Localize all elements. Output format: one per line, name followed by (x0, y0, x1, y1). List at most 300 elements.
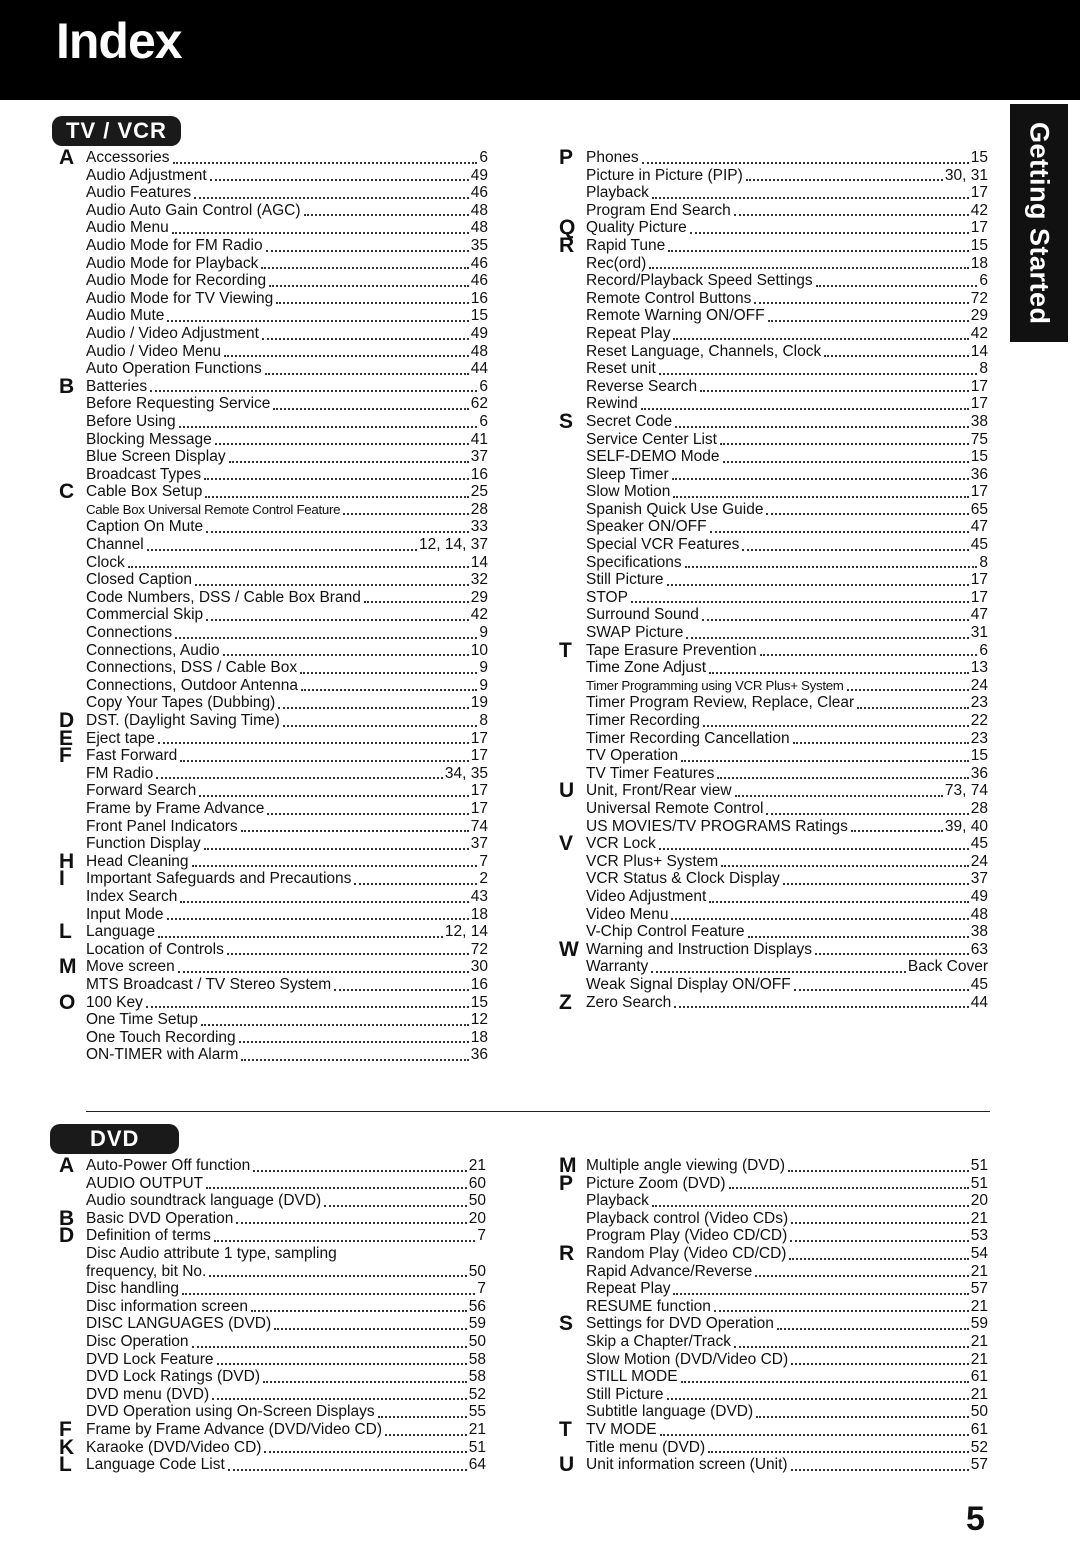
index-page-reference: 10 (470, 641, 488, 659)
index-entry (86, 237, 488, 255)
index-page-reference: 63 (970, 940, 988, 958)
index-entry-label: Language (86, 923, 155, 941)
index-page-reference: 34, 35 (444, 764, 488, 782)
dot-leader (700, 390, 969, 392)
index-entry (86, 659, 488, 677)
index-entry-label: Reset Language, Channels, Clock (586, 342, 822, 360)
index-entry-label: Disc Audio attribute 1 type, sampling (86, 1244, 337, 1262)
dot-leader (253, 1170, 466, 1172)
index-entry (586, 483, 988, 501)
index-page-reference: 45 (970, 536, 988, 554)
dot-leader (273, 408, 468, 410)
dot-leader (251, 1310, 467, 1312)
index-entry-label: Tape Erasure Prevention (586, 641, 757, 659)
dot-leader (754, 302, 968, 304)
index-page-reference: 16 (470, 975, 488, 993)
dot-leader (212, 1398, 467, 1400)
index-entry-label: Audio Mute (86, 307, 165, 325)
index-page-reference: 18 (970, 254, 988, 272)
index-entry (586, 1368, 988, 1386)
dot-leader (702, 619, 969, 621)
index-page-reference: 21 (468, 1157, 486, 1174)
index-letter: W (559, 937, 579, 961)
index-entry-label: Forward Search (86, 782, 197, 800)
index-entry-label: Caption On Mute (86, 518, 204, 536)
index-entry (86, 1403, 486, 1421)
index-entry-label: Subtitle language (DVD) (586, 1403, 754, 1421)
index-entry (86, 413, 488, 431)
dot-leader (674, 1006, 968, 1008)
dot-leader (274, 1328, 467, 1330)
index-entry-label: RESUME function (586, 1297, 711, 1315)
section-divider (86, 1111, 990, 1112)
index-entry-label: Clock (86, 553, 125, 571)
index-letter: K (59, 1435, 75, 1459)
index-page-reference: 17 (470, 799, 488, 817)
index-entry-label: Audio Mode for TV Viewing (86, 289, 274, 307)
index-entry-label: One Touch Recording (86, 1028, 236, 1046)
index-entry-label: Unit, Front/Rear view (586, 782, 732, 800)
index-entry (586, 712, 988, 730)
index-page-reference: 48 (970, 905, 988, 923)
index-entry-label: Picture in Picture (PIP) (586, 166, 743, 184)
index-page-reference: 20 (970, 1192, 988, 1210)
dot-leader (721, 865, 969, 867)
index-entry-label: Rewind (586, 395, 638, 413)
index-entry-label: Still Picture (586, 571, 664, 589)
index-entry (586, 606, 988, 624)
index-entry-label: Disc Operation (86, 1332, 189, 1350)
index-page-reference: 41 (470, 430, 488, 448)
dot-leader (641, 408, 969, 410)
index-entry (86, 1315, 486, 1333)
dot-leader (364, 601, 469, 603)
index-entry (59, 374, 488, 398)
index-entry-label: Service Center List (586, 430, 717, 448)
index-entry-label: Playback (586, 184, 649, 202)
index-entry-label: Video Menu (586, 905, 669, 923)
index-entry-label: Frame by Frame Advance (86, 799, 265, 817)
index-entry-label: Blocking Message (86, 430, 212, 448)
index-entry (586, 1403, 988, 1421)
index-entry-label: MTS Broadcast / TV Stereo System (86, 975, 332, 993)
index-page-reference: 12 (470, 1011, 488, 1029)
dot-leader (206, 1187, 467, 1189)
index-letter: P (559, 1171, 574, 1195)
index-entry-label: FM Radio (86, 764, 154, 782)
index-page-reference: 56 (468, 1297, 486, 1315)
index-page-reference: 44 (470, 360, 488, 378)
page-title: Index (56, 13, 182, 69)
index-entry (559, 216, 988, 240)
dot-leader (717, 777, 968, 779)
dot-leader (671, 918, 968, 920)
index-entry-label: Important Safeguards and Precautions (86, 870, 352, 888)
dot-leader (703, 725, 969, 727)
index-entry (86, 1046, 488, 1064)
dot-leader (192, 865, 478, 867)
dot-leader (667, 584, 969, 586)
index-entry (559, 832, 988, 856)
index-page-reference: 9 (479, 659, 488, 677)
index-entry (86, 976, 488, 994)
dot-leader (178, 971, 469, 973)
dot-leader (660, 1434, 969, 1436)
index-entry (86, 307, 488, 325)
index-entry-label: Input Mode (86, 905, 164, 923)
dot-leader (734, 1346, 969, 1348)
dot-leader (685, 566, 978, 568)
index-entry (86, 765, 488, 783)
dot-leader (673, 1293, 968, 1295)
index-entry (86, 888, 488, 906)
index-entry-label: Front Panel Indicators (86, 817, 238, 835)
section-tab-getting-started (1010, 104, 1068, 342)
index-entry (586, 378, 988, 396)
dot-leader (672, 478, 969, 480)
index-page-reference: 59 (468, 1315, 486, 1333)
index-entry (86, 501, 488, 519)
index-page-reference: 48 (470, 219, 488, 237)
index-entry (559, 937, 988, 961)
dot-leader (209, 1275, 466, 1277)
index-page-reference: 51 (970, 1157, 988, 1174)
index-entry-label: Program End Search (586, 201, 731, 219)
dot-leader (304, 214, 469, 216)
index-entry-label: Index Search (86, 887, 178, 905)
index-entry-label: Random Play (Video CD/CD) (586, 1244, 787, 1262)
index-entry (86, 554, 488, 572)
index-page-reference: 21 (970, 1350, 988, 1368)
dot-leader (239, 1041, 469, 1043)
dot-leader (686, 637, 968, 639)
dot-leader (205, 496, 468, 498)
index-page-reference: 28 (470, 500, 488, 518)
index-entry (86, 343, 488, 361)
index-entry-label: Sleep Timer (586, 465, 669, 483)
dot-leader (267, 813, 468, 815)
dot-leader (201, 1024, 469, 1026)
index-entry-label: Settings for DVD Operation (586, 1315, 774, 1333)
index-entry (586, 870, 988, 888)
index-entry (586, 923, 988, 941)
dot-leader (324, 1205, 467, 1207)
index-entry-label: Universal Remote Control (586, 799, 764, 817)
index-page-reference: 45 (970, 975, 988, 993)
index-entry (86, 1298, 486, 1316)
index-entry (86, 395, 488, 413)
index-entry (586, 694, 988, 712)
dot-leader (241, 1059, 468, 1061)
index-page-reference: 17 (970, 588, 988, 606)
dot-leader (824, 355, 969, 357)
dot-leader (210, 179, 469, 181)
dot-leader (742, 549, 968, 551)
index-entry-label: VCR Status & Clock Display (586, 870, 780, 888)
index-entry-label: DISC LANGUAGES (DVD) (86, 1315, 272, 1333)
index-page-reference: 13 (970, 659, 988, 677)
index-page-reference: 20 (468, 1209, 486, 1227)
index-page-reference: 61 (970, 1420, 988, 1438)
index-entry-label: Picture Zoom (DVD) (586, 1174, 726, 1192)
index-page-reference: 39, 40 (944, 817, 988, 835)
index-entry (86, 1192, 486, 1210)
index-page-reference: 36 (470, 1046, 488, 1064)
index-entry-label: Connections, Outdoor Antenna (86, 676, 298, 694)
index-page-reference: 22 (970, 712, 988, 729)
dot-leader (667, 1398, 969, 1400)
index-entry (559, 1171, 988, 1195)
index-page-reference: 17 (970, 571, 988, 589)
dot-leader (851, 830, 943, 832)
dot-leader (766, 813, 968, 815)
index-entry-label: Audio Features (86, 184, 192, 202)
index-entry (586, 589, 988, 607)
index-entry (86, 1029, 488, 1047)
index-entry-label: Audio Mode for FM Radio (86, 236, 263, 254)
dot-leader (783, 883, 969, 885)
index-entry-label: Time Zone Adjust (586, 659, 707, 677)
index-page-reference: 49 (970, 887, 988, 905)
index-letter: A (59, 1154, 75, 1177)
index-entry (586, 307, 988, 325)
index-entry (86, 466, 488, 484)
index-entry (59, 1206, 486, 1230)
dot-leader (729, 1187, 969, 1189)
index-entry (86, 1333, 486, 1351)
index-page-reference: 42 (970, 201, 988, 219)
index-page-reference: 17 (470, 747, 488, 765)
index-letter: T (559, 1417, 572, 1441)
index-entry-label: Definition of terms (86, 1227, 211, 1245)
index-entry (586, 255, 988, 273)
index-entry-label: Audio Menu (86, 219, 169, 237)
index-page-reference: 58 (468, 1368, 486, 1386)
index-entry (586, 466, 988, 484)
dot-leader (180, 901, 468, 903)
index-page-reference: 21 (970, 1332, 988, 1350)
index-entry-label: Spanish Quick Use Guide (586, 500, 764, 518)
index-entry-label: Playback (586, 1192, 649, 1210)
index-page-reference: 6 (979, 272, 988, 290)
index-page-reference: 17 (470, 782, 488, 800)
index-entry (86, 202, 488, 220)
dot-leader (642, 162, 969, 164)
index-entry (59, 480, 488, 504)
dot-leader (146, 1006, 469, 1008)
index-entry-label: Auto-Power Off function (86, 1157, 251, 1174)
tv-vcr-index-left-column (59, 146, 488, 1064)
index-page-reference: 15 (470, 993, 488, 1011)
dot-leader (710, 531, 969, 533)
dot-leader (760, 654, 978, 656)
dot-leader (756, 1416, 969, 1418)
index-page-reference: 72 (970, 289, 988, 307)
index-page-reference: 65 (970, 500, 988, 518)
index-page-reference: 12, 14 (444, 923, 488, 941)
index-page-reference: 49 (470, 166, 488, 184)
dot-leader (283, 725, 478, 727)
dot-leader (354, 883, 477, 885)
index-page-reference: 52 (468, 1385, 486, 1403)
index-entry (86, 642, 488, 660)
index-entry-label: Audio Mode for Playback (86, 254, 259, 272)
dot-leader (651, 971, 906, 973)
index-entry (59, 1154, 486, 1177)
index-entry (586, 448, 988, 466)
index-entry (86, 360, 488, 378)
dot-leader (128, 566, 469, 568)
index-entry (86, 1280, 486, 1298)
index-page-reference: 46 (470, 184, 488, 202)
index-entry-label: V-Chip Control Feature (586, 923, 745, 941)
index-page-reference: 23 (970, 694, 988, 712)
index-entry-label: Copy Your Tapes (Dubbing) (86, 694, 276, 712)
index-page-reference: 35 (470, 236, 488, 254)
index-entry (86, 606, 488, 624)
index-letter: D (59, 709, 75, 732)
index-entry (59, 990, 488, 1014)
index-page-reference: 47 (970, 606, 988, 624)
dot-leader (714, 1310, 969, 1312)
index-entry-label: Move screen (86, 958, 175, 976)
index-entry-label: Phones (586, 149, 639, 166)
dot-leader (652, 1205, 969, 1207)
dot-leader (631, 601, 969, 603)
index-entry-label: Slow Motion (DVD/Video CD) (586, 1350, 789, 1368)
dot-leader (652, 197, 969, 199)
index-entry-label: Accessories (86, 149, 170, 166)
dot-leader (269, 285, 469, 287)
index-entry (586, 1227, 988, 1245)
dot-leader (214, 1240, 475, 1242)
index-entry-label: Connections, DSS / Cable Box (86, 659, 298, 677)
index-entry (586, 431, 988, 449)
index-entry (59, 1453, 486, 1477)
index-entry (586, 343, 988, 361)
index-page-reference: 17 (970, 219, 988, 237)
index-page-reference: 8 (979, 360, 988, 378)
index-entry-label: Reset unit (586, 360, 656, 378)
index-entry-label: Repeat Play (586, 1280, 671, 1298)
index-page-reference: 14 (970, 342, 988, 360)
index-entry-label: Audio soundtrack language (DVD) (86, 1192, 322, 1210)
index-entry (586, 518, 988, 536)
dot-leader (223, 654, 469, 656)
index-entry-label: Skip a Chapter/Track (586, 1332, 732, 1350)
index-entry (559, 1312, 988, 1336)
dot-leader (788, 1170, 969, 1172)
index-letter: E (59, 726, 74, 750)
index-page-reference: 52 (970, 1438, 988, 1456)
index-page-reference: 51 (468, 1438, 486, 1456)
index-entry-label: Disc handling (86, 1280, 180, 1298)
index-entry-label: DVD Lock Feature (86, 1350, 214, 1368)
index-entry-label: Basic DVD Operation (86, 1209, 234, 1227)
index-page-reference: 15 (470, 307, 488, 325)
index-page-reference: 17 (970, 483, 988, 501)
index-entry-label: 100 Key (86, 993, 143, 1011)
index-entry-label: Timer Recording (586, 712, 700, 729)
index-entry-label: VCR Lock (586, 835, 656, 853)
index-page-reference: 15 (970, 747, 988, 765)
index-page-reference: Back Cover (907, 958, 988, 976)
dot-leader (158, 742, 469, 744)
index-page-reference: 28 (970, 799, 988, 817)
index-entry (559, 1417, 988, 1441)
index-entry (86, 835, 488, 853)
dot-leader (261, 267, 468, 269)
dot-leader (204, 848, 469, 850)
index-letter: R (559, 1241, 575, 1265)
dot-leader (791, 1222, 969, 1224)
index-entry-label: Fast Forward (86, 747, 178, 765)
dot-leader (156, 777, 443, 779)
index-entry-label: Weak Signal Display ON/OFF (586, 975, 791, 993)
dot-leader (720, 443, 969, 445)
index-entry-label: Head Cleaning (86, 852, 189, 870)
dot-leader (182, 1293, 475, 1295)
index-entry (559, 1241, 988, 1265)
index-entry (586, 888, 988, 906)
index-page-reference: 46 (470, 254, 488, 272)
index-page-reference: 37 (970, 870, 988, 888)
dot-leader (224, 355, 469, 357)
dot-leader (229, 461, 469, 463)
index-entry (86, 1263, 486, 1281)
index-entry (59, 1224, 486, 1248)
index-entry (59, 867, 488, 891)
index-page-reference: 50 (468, 1332, 486, 1350)
index-page-reference: 73, 74 (944, 782, 988, 800)
index-entry-label: Closed Caption (86, 571, 192, 589)
index-entry (86, 1245, 486, 1263)
dot-leader (300, 672, 477, 674)
dot-leader (681, 1381, 969, 1383)
dot-leader (276, 302, 468, 304)
dot-leader (217, 1363, 467, 1365)
dot-leader (378, 1416, 467, 1418)
index-page-reference: 16 (470, 465, 488, 483)
index-entry (559, 779, 988, 803)
index-entry-label: Before Using (86, 412, 176, 430)
index-entry-label: Warranty (586, 958, 649, 976)
index-entry-label: SELF-DEMO Mode (586, 448, 720, 466)
index-page-reference: 74 (470, 817, 488, 835)
index-page-reference: 17 (970, 377, 988, 395)
index-entry-label: Frame by Frame Advance (DVD/Video CD) (86, 1420, 383, 1438)
index-entry-label: Language Code List (86, 1456, 225, 1474)
index-entry-label: Code Numbers, DSS / Cable Box Brand (86, 588, 361, 606)
index-page-reference: 21 (468, 1420, 486, 1438)
dot-leader (264, 1451, 466, 1453)
index-page-reference: 58 (468, 1350, 486, 1368)
index-page-reference: 50 (970, 1403, 988, 1421)
index-entry (586, 765, 988, 783)
dot-leader (179, 426, 478, 428)
index-entry-label: Eject tape (86, 729, 155, 747)
index-page-reference: 6 (479, 412, 488, 430)
dot-leader (228, 1469, 467, 1471)
dot-leader (241, 830, 469, 832)
index-entry (586, 800, 988, 818)
index-page-reference: 55 (468, 1403, 486, 1421)
index-page-reference: 75 (970, 430, 988, 448)
index-entry-label: Reverse Search (586, 377, 698, 395)
index-entry-label: Audio Adjustment (86, 166, 207, 184)
index-entry (59, 726, 488, 750)
index-page-reference: 7 (479, 852, 488, 870)
